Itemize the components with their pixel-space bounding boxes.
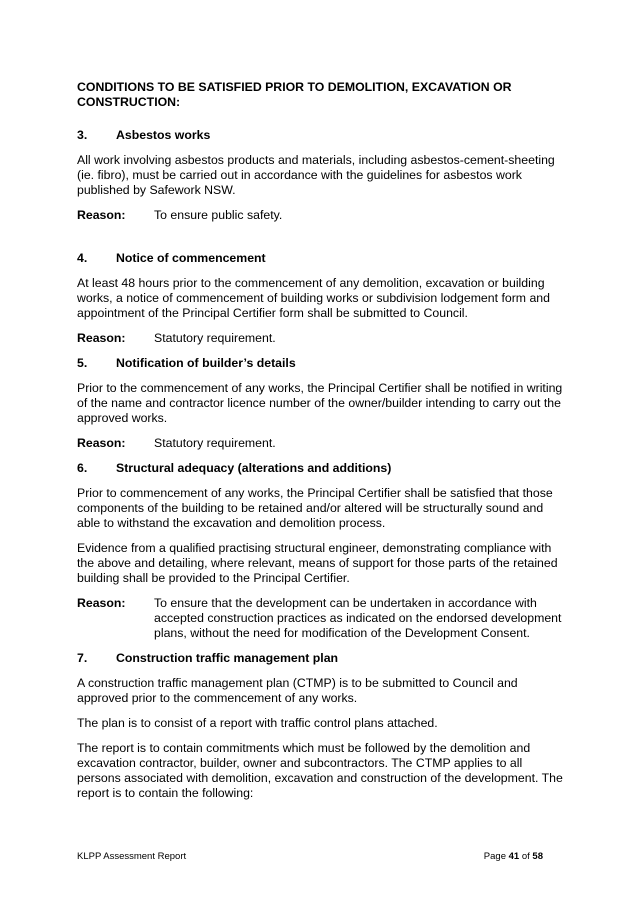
reason-label: Reason: [77,596,126,610]
section-paragraph: Evidence from a qualified practising structural engineer, demonstrating compliance with the above and detailing, where relevant, means of support for those parts of the retained building shall be provided to the Principal Certifier. [77,541,558,585]
page-footer [77,851,543,863]
section-title [77,128,563,143]
section-number: 7. [77,651,88,665]
page-number [484,851,543,863]
section-title-text: Structural adequacy (alterations and additions) [116,461,392,475]
report-title: KLPP Assessment Report [77,851,187,862]
page-prefix: Page [483,851,506,862]
reason-text: Statutory requirement. [154,331,276,345]
reason-label: Reason: [77,436,126,450]
section-title-text: Construction traffic management plan [116,651,339,665]
page-total: 58 [532,851,543,862]
reason-text: To ensure public safety. [154,208,283,222]
section-title [77,251,563,266]
page-of: of [521,851,530,862]
reason-row [77,331,563,346]
page-current: 41 [508,851,520,862]
section-number: 6. [77,461,88,475]
reason-label: Reason: [77,331,126,345]
section-paragraph: A construction traffic management plan (CTMP) is to be submitted to Council and approved prior to the commencement of any works. [77,676,518,705]
section-title [77,356,563,371]
page-heading: CONDITIONS TO BE SATISFIED PRIOR TO DEMOLITION, EXCAVATION OR CONSTRUCTION: [77,80,512,109]
reason-text: Statutory requirement. [154,436,276,450]
reason-row [77,208,563,223]
section-paragraph: Prior to the commencement of any works, the Principal Certifier shall be notified in writing of the name and contractor licence number of the owner/builder intending to carry out the approved works. [77,381,563,425]
section-paragraph: The report is to contain commitments which must be followed by the demolition and excavation contractor, builder, owner and subcontractors. The CTMP applies to all persons associated with demolition, excavation and construction of the development. The report is to contain the following: [77,741,563,800]
section-paragraph: The plan is to consist of a report with traffic control plans attached. [77,716,438,730]
reason-row [77,596,563,641]
reason-row [77,436,563,451]
section-paragraph: All work involving asbestos products and materials, including asbestos-cement-sheeting (ie. fibro), must be carried out in accordance with the guidelines for asbestos work published by Safework NSW. [77,153,555,197]
document-body [77,80,563,811]
section-title [77,461,563,476]
reason-label: Reason: [77,208,126,222]
section-paragraph: At least 48 hours prior to the commencement of any demolition, excavation or building works, a notice of commencement of building works or subdivision lodgement form and appointment of the Principal Certifier form shall be submitted to Council. [77,276,550,320]
section-number: 3. [77,128,88,142]
section-paragraph: Prior to commencement of any works, the Principal Certifier shall be satisfied that those components of the building to be retained and/or altered will be structurally sound and able to withstand the excavation and demolition process. [77,486,553,530]
reason-text: To ensure that the development can be undertaken in accordance with accepted construction practices as indicated on the endorsed development plans, without the need for modification of the Development Consent. [154,596,562,640]
section-title [77,651,563,666]
section-number: 4. [77,251,88,265]
section-title-text: Notice of commencement [116,251,266,265]
section-number: 5. [77,356,88,370]
section-title-text: Asbestos works [116,128,211,142]
section-title-text: Notification of builder’s details [116,356,296,370]
